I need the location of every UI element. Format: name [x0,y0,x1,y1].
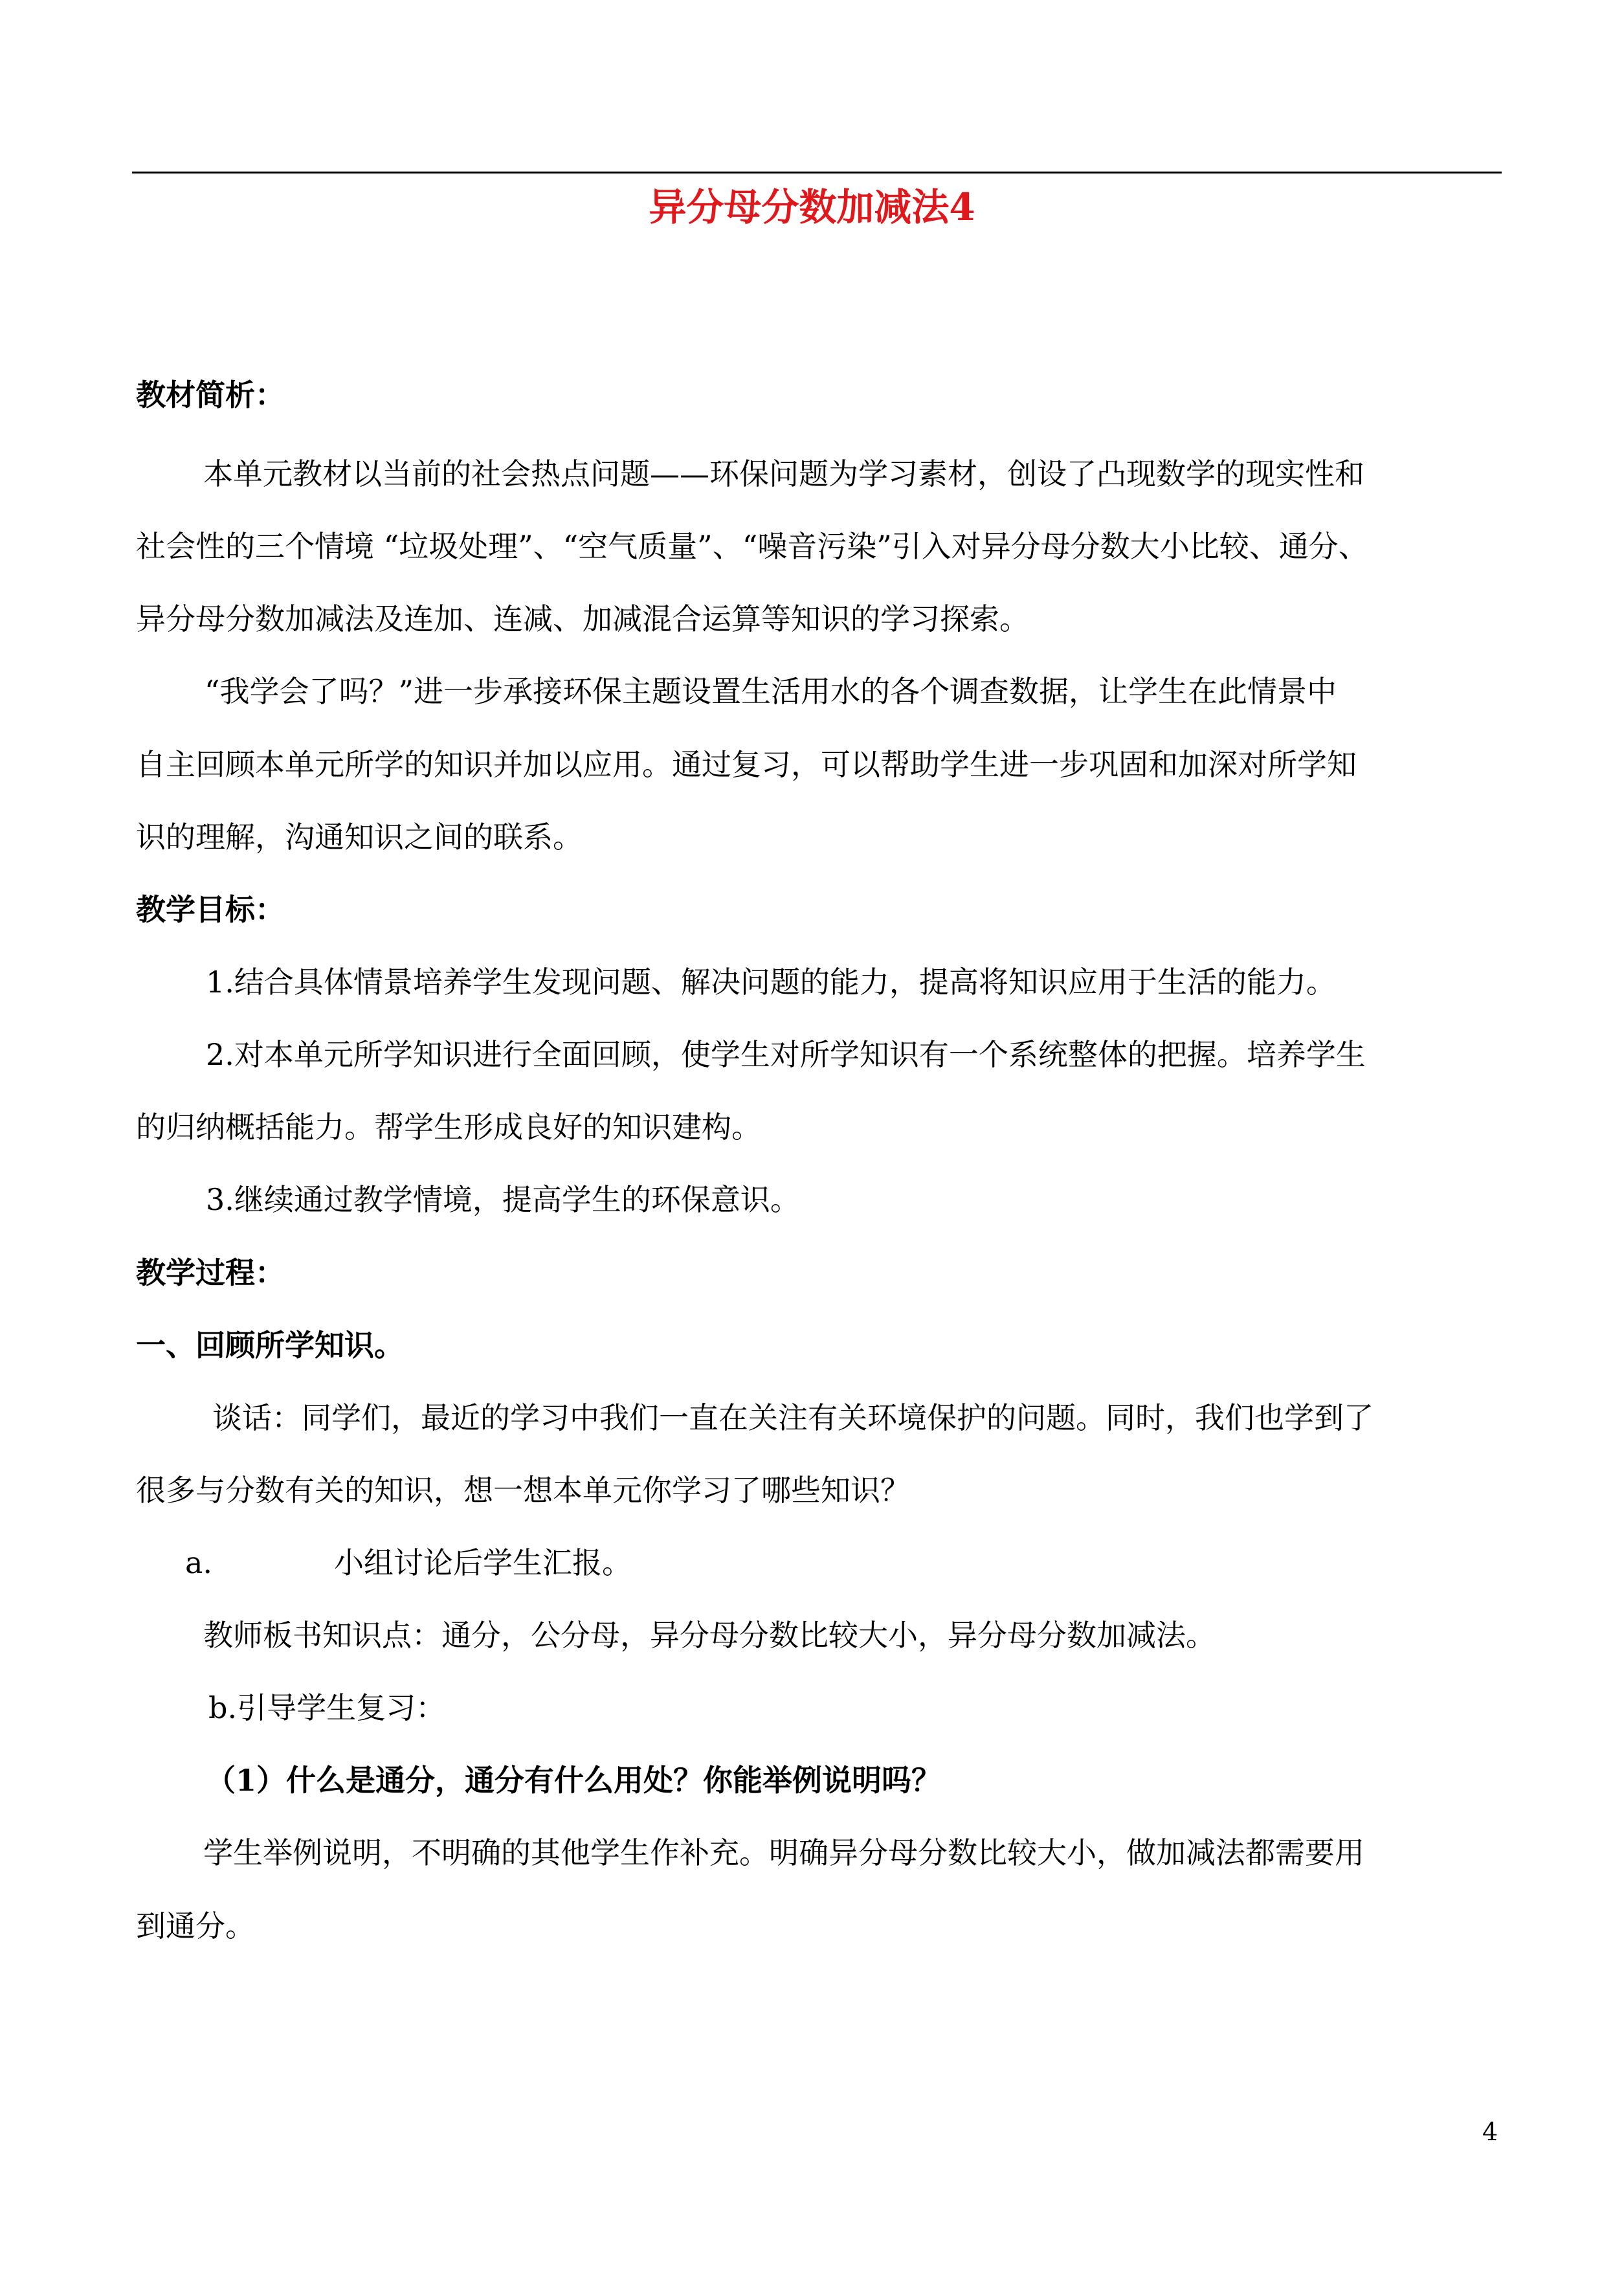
text-line: 很多与分数有关的知识，想一想本单元你学习了哪些知识？ [136,1473,910,1508]
header-rule [132,172,1502,173]
section-heading: 教学目标： [136,892,285,927]
text-line: 学生举例说明，不明确的其他学生作补充。明确异分母分数比较大小，做加减法都需要用 [203,1835,1364,1870]
text-line: 自主回顾本单元所学的知识并加以应用。通过复习，可以帮助学生进一步巩固和加深对所学知 [136,747,1357,782]
text-line: 3.继续通过教学情境，提高学生的环保意识。 [206,1182,800,1217]
question-heading: （1）什么是通分，通分有什么用处？你能举例说明吗？ [206,1763,942,1798]
text-line: 小组讨论后学生汇报。 [334,1545,632,1580]
section-heading: 一、回顾所学知识。 [136,1328,404,1363]
page-number: 4 [1482,2118,1498,2146]
text-line: 教师板书知识点：通分，公分母，异分母分数比较大小，异分母分数加减法。 [203,1618,1216,1653]
section-heading: 教学过程： [136,1255,285,1290]
text-line: 异分母分数加减法及连加、连减、加减混合运算等知识的学习探索。 [136,601,1029,636]
document-title: 异分母分数加减法4 [649,185,975,229]
text-line: 1.结合具体情景培养学生发现问题、解决问题的能力，提高将知识应用于生活的能力。 [206,965,1336,1000]
text-line: 本单元教材以当前的社会热点问题——环保问题为学习素材，创设了凸现数学的现实性和 [203,456,1364,491]
text-line: 谈话：同学们，最近的学习中我们一直在关注有关环境保护的问题。同时，我们也学到了 [212,1400,1374,1435]
text-line: 社会性的三个情境 “垃圾处理”、“空气质量”、“噪音污染”引入对异分母分数大小比较、通分、 [136,529,1368,564]
text-line: 识的理解，沟通知识之间的联系。 [136,820,583,855]
list-marker: a. [185,1545,213,1580]
text-line: b.引导学生复习： [208,1690,446,1725]
section-heading: 教材简析： [136,377,285,412]
text-line: 2.对本单元所学知识进行全面回顾，使学生对所学知识有一个系统整体的把握。培养学生 [206,1037,1366,1072]
text-line: 的归纳概括能力。帮学生形成良好的知识建构。 [136,1110,761,1145]
text-line: “我学会了吗？”进一步承接环保主题设置生活用水的各个调查数据，让学生在此情景中 [205,674,1337,709]
text-line: 到通分。 [136,1908,255,1943]
